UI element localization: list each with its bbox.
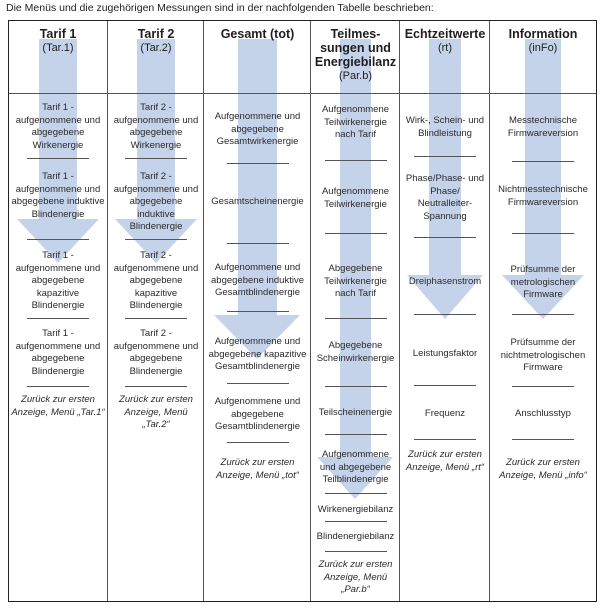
intro-text: Die Menüs und die zugehörigen Messungen sind in der nachfolgenden Tabelle beschrieben: (6, 2, 434, 14)
flow-arrow-icon (9, 39, 107, 269)
column-title: Information (508, 27, 578, 41)
column-teilmessungen (310, 21, 400, 601)
menu-item: Aufgenommene und abgegebene induktive Gesamtblindenergie (211, 262, 304, 298)
menu-item: Dreiphasenstrom (408, 276, 482, 287)
menu-item: Aufgenommene Teilwirkenergie nach Tarif (321, 104, 390, 140)
menu-item: Anschlusstyp (515, 408, 571, 419)
menu-item: Frequenz (424, 408, 466, 419)
column-title: Teilmes-sungen und Energiebilanz (314, 27, 397, 69)
column-header (204, 27, 311, 41)
column-code: (inFo) (528, 42, 558, 54)
column-title: Echtzeitwerte (404, 27, 486, 41)
menu-item: Teilscheinenergie (318, 407, 393, 418)
menu-item: Wirk-, Schein- und Blindleistung (405, 115, 485, 139)
column-information (489, 21, 596, 601)
menu-item: Tarif 2 - aufgenommene und abgegebene induktive Blindenergie (113, 171, 199, 232)
menu-item: Tarif 2 - aufgenommene und abgegebene Wirkenergie (113, 102, 199, 151)
menu-item: Tarif 2 - aufgenommene und abgegebene kapazitive Blindenergie (113, 250, 199, 311)
column-echtzeitwerte (399, 21, 490, 601)
column-title: Tarif 1 (39, 27, 77, 41)
menu-item: Tarif 1 - aufgenommene und abgegebene Blindenergie (15, 328, 101, 377)
column-title: Gesamt (tot) (220, 27, 295, 41)
column-header (400, 27, 490, 55)
back-to-first-display: Zurück zur ersten Anzeige, Menü „Tar.2“ (119, 394, 193, 430)
menu-item: Messtechnische Firmwareversion (507, 115, 579, 139)
menu-table (8, 20, 597, 602)
column-gesamt (203, 21, 311, 601)
column-title: Tarif 2 (137, 27, 175, 41)
back-to-first-display: Zurück zur ersten Anzeige, Menü „tot“ (216, 457, 299, 481)
menu-item: Nichtmesstechnische Firmwareversion (498, 184, 588, 208)
menu-item: Aufgenommene und abgegebene kapazitive Gesamtblindenergie (208, 336, 307, 372)
back-to-first-display: Zurück zur ersten Anzeige, Menü „Par.b“ (318, 559, 393, 595)
column-code: (rt) (437, 42, 453, 54)
menu-item: Tarif 2 - aufgenommene und abgegebene Blindenergie (113, 328, 199, 377)
column-header (490, 27, 596, 55)
menu-item: Prüfsumme der metrologischen Firmware (510, 264, 576, 300)
column-header (9, 27, 107, 55)
menu-item: Gesamtscheinenergie (211, 196, 304, 207)
menu-item: Tarif 1 - aufgenommene und abgegebene induktive Blindenergie (11, 171, 105, 220)
menu-item: Tarif 1 - aufgenommene und abgegebene Wirkenergie (15, 102, 101, 151)
menu-item: Aufgenommene und abgegebene Gesamtblindenergie (214, 396, 301, 432)
menu-item: Abgegebene Teilwirkenergie nach Tarif (324, 263, 387, 299)
menu-item: Abgegebene Scheinwirkenergie (316, 340, 395, 364)
menu-item: Phase/Phase- und Phase/ Neutralleiter-Spannung (405, 173, 485, 222)
back-to-first-display: Zurück zur ersten Anzeige, Menü „rt“ (405, 449, 485, 473)
column-tarif-2 (107, 21, 204, 601)
menu-item: Leistungsfaktor (412, 348, 478, 359)
menu-item: Blindenergiebilanz (316, 531, 395, 542)
menu-item: Aufgenommene Teilwirkenergie (321, 186, 390, 210)
menu-item: Tarif 1 - aufgenommene und abgegebene kapazitive Blindenergie (15, 250, 101, 311)
column-header (311, 27, 400, 83)
column-code: (Tar.1) (42, 42, 74, 54)
column-tarif-1 (9, 21, 107, 601)
column-code: (Par.b) (338, 70, 372, 82)
column-header (108, 27, 204, 55)
menu-item: Prüfsumme der nichtmetrologischen Firmware (500, 337, 586, 373)
column-code: (Tar.2) (140, 42, 172, 54)
back-to-first-display: Zurück zur ersten Anzeige, Menü „info“ (499, 457, 587, 481)
back-to-first-display: Zurück zur ersten Anzeige, Menü „Tar.1“ (11, 394, 105, 418)
menu-item: Aufgenommene und abgegebene Gesamtwirkenergie (214, 111, 301, 147)
menu-item: Wirkenergiebilanz (317, 504, 394, 515)
flow-arrow-icon (108, 39, 204, 269)
menu-item: Aufgenommene und abgegebene Teilblindenergie (319, 449, 392, 485)
